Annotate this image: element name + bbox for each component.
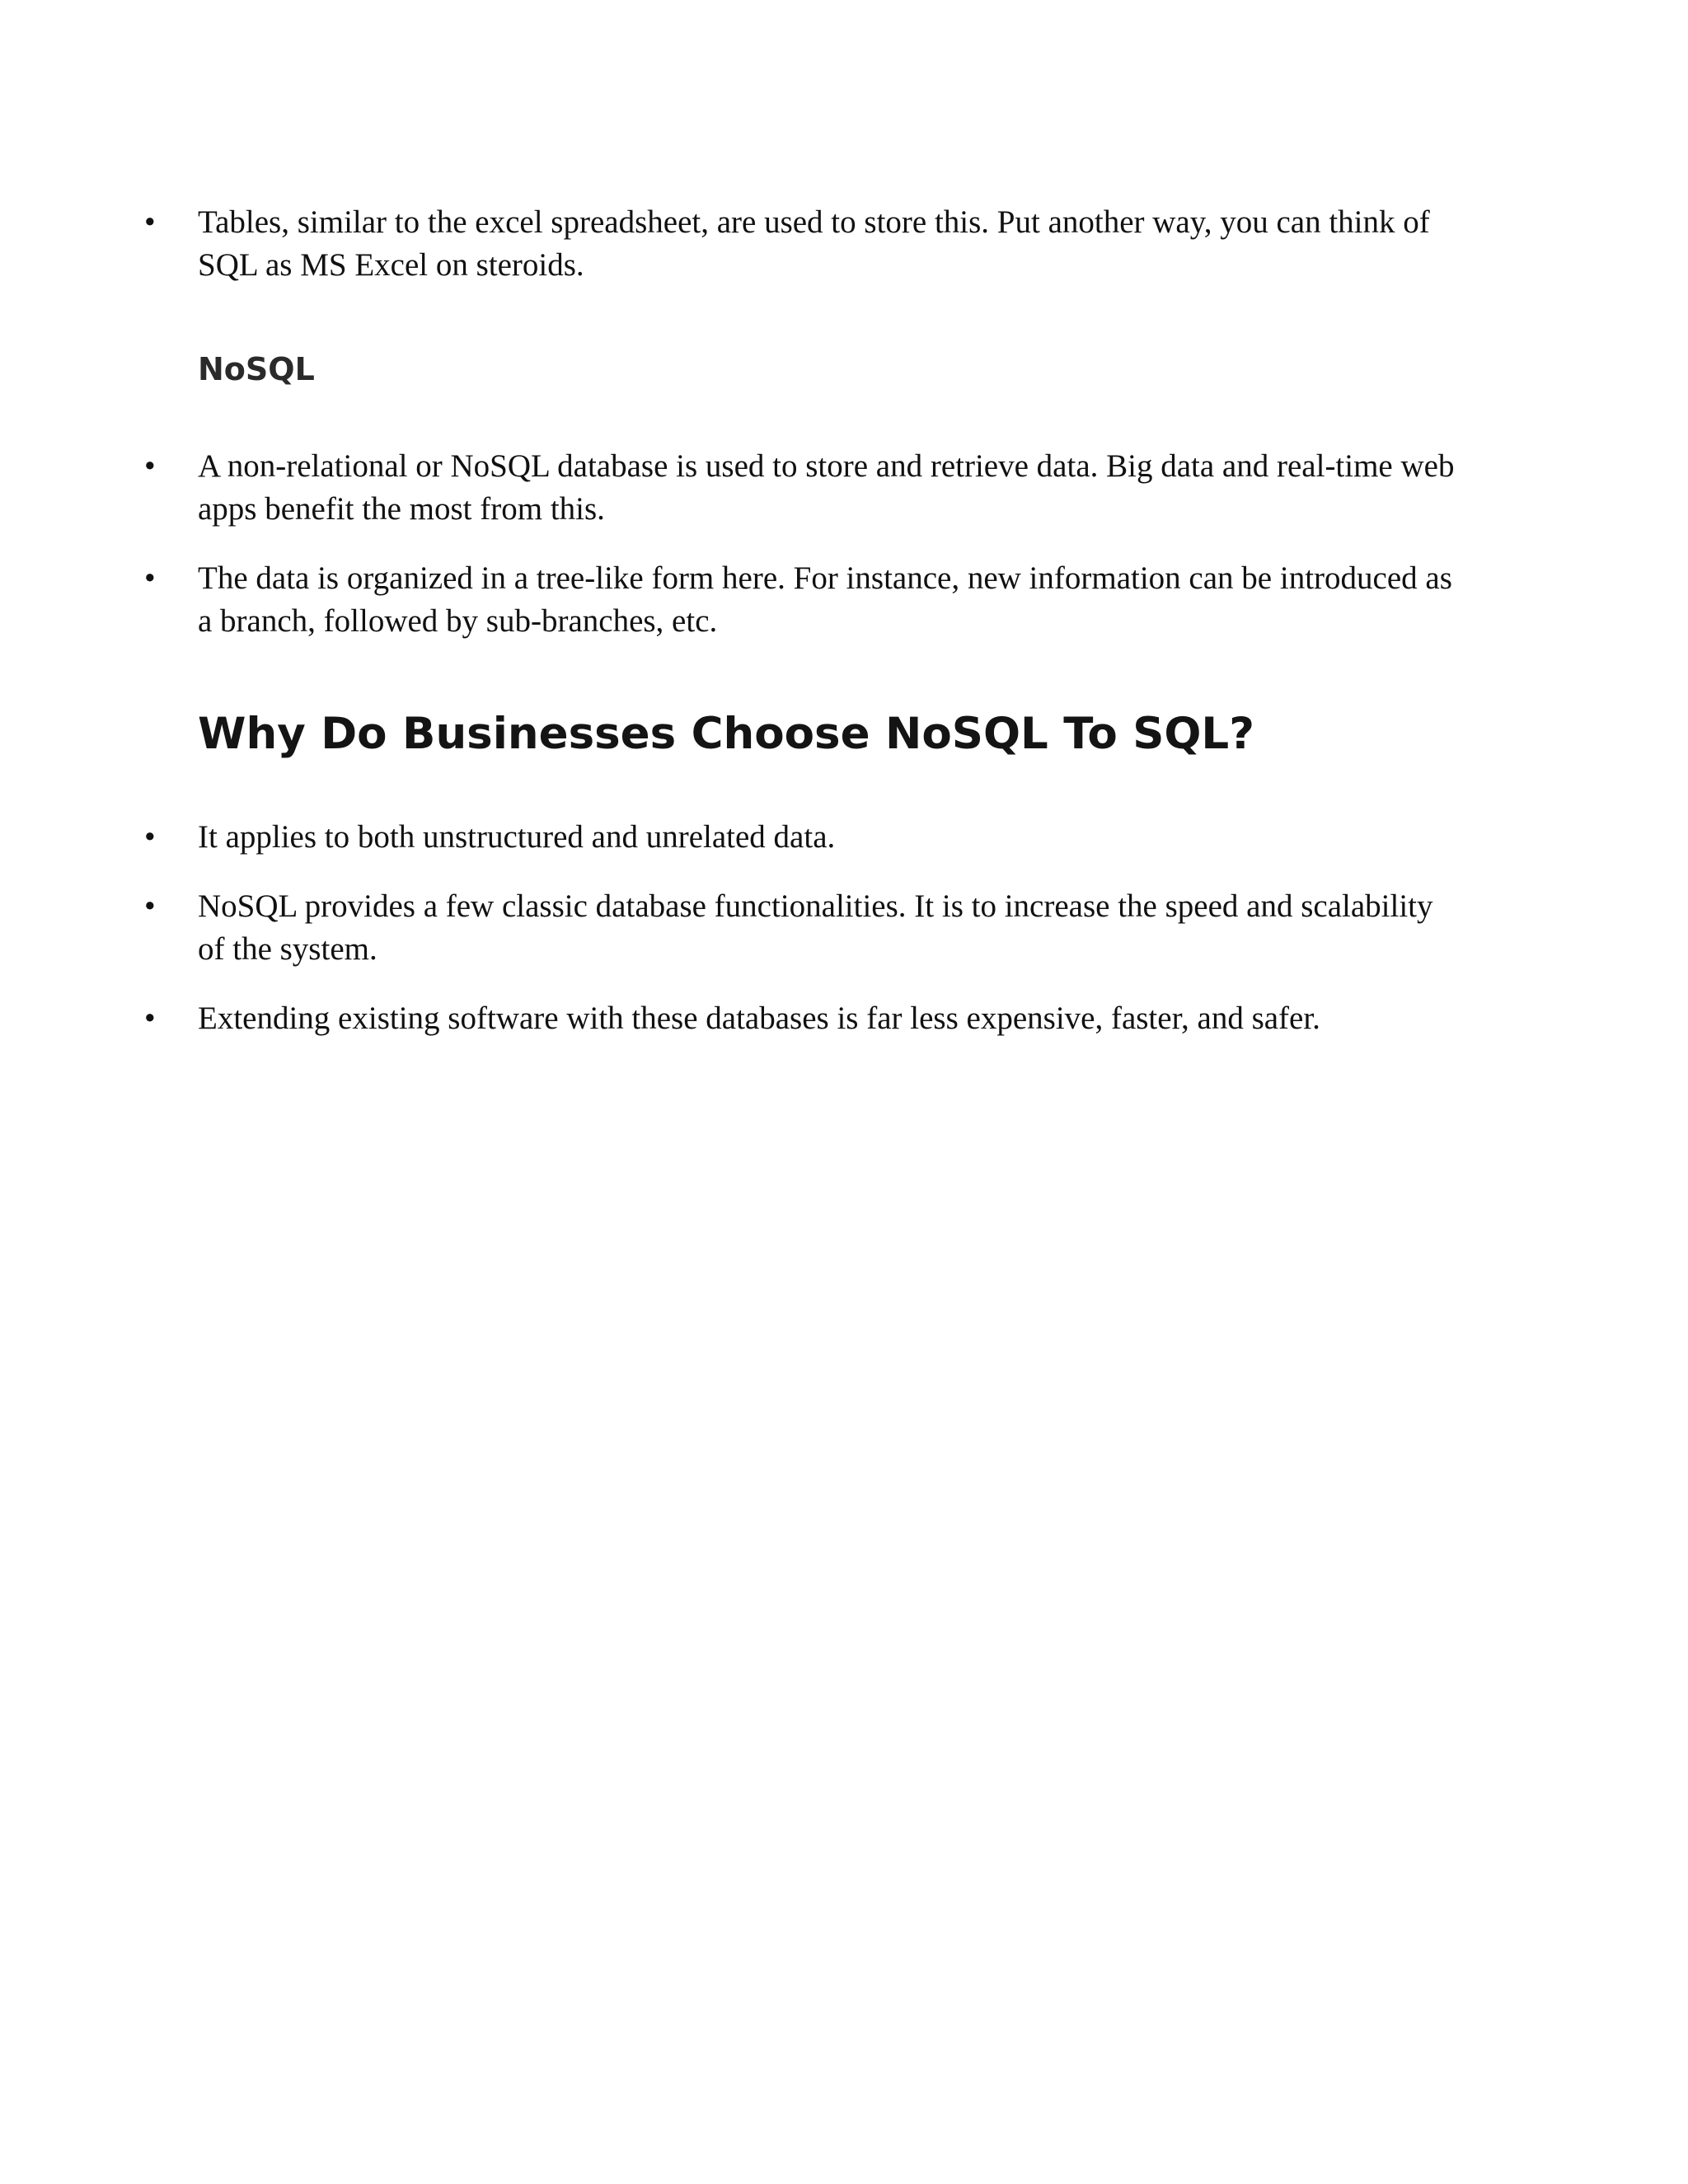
why-heading: Why Do Businesses Choose NoSQL To SQL? bbox=[198, 709, 1254, 759]
list-item-text: NoSQL provides a few classic database functionalities. It is to increase the speed and scalability of the system. bbox=[198, 888, 1433, 967]
sql-bullet-list bbox=[0, 201, 1688, 287]
why-bullet-list bbox=[0, 816, 1688, 1040]
list-item-text: A non-relational or NoSQL database is used to store and retrieve data. Big data and real-time web apps benefit the most from this. bbox=[198, 448, 1455, 527]
bullet-icon: • bbox=[144, 819, 156, 855]
bullet-icon: • bbox=[144, 560, 156, 596]
bullet-icon: • bbox=[144, 888, 156, 924]
list-item-text: The data is organized in a tree-like form here. For instance, new information can be introduced as a branch, followed by sub-branches, etc. bbox=[198, 560, 1452, 639]
bullet-icon: • bbox=[144, 448, 156, 484]
nosql-heading: NoSQL bbox=[198, 351, 315, 387]
bullet-icon: • bbox=[144, 204, 156, 240]
list-item-text: It applies to both unstructured and unrelated data. bbox=[198, 819, 836, 855]
list-item-text: Tables, similar to the excel spreadsheet, are used to store this. Put another way, you can think of SQL as MS Excel on steroids. bbox=[198, 204, 1430, 283]
nosql-bullet-list bbox=[0, 445, 1688, 643]
list-item bbox=[0, 885, 1467, 971]
list-item-text: Extending existing software with these databases is far less expensive, faster, and safer. bbox=[198, 1001, 1320, 1036]
bullet-icon: • bbox=[144, 1001, 156, 1036]
why-bullet-list-container bbox=[0, 816, 1688, 1066]
list-item bbox=[0, 997, 1467, 1040]
nosql-bullet-list-container bbox=[0, 445, 1688, 669]
list-item bbox=[0, 201, 1467, 287]
sql-bullet-list-container bbox=[0, 201, 1688, 313]
list-item bbox=[0, 816, 1467, 859]
list-item bbox=[0, 445, 1467, 531]
list-item bbox=[0, 557, 1467, 643]
